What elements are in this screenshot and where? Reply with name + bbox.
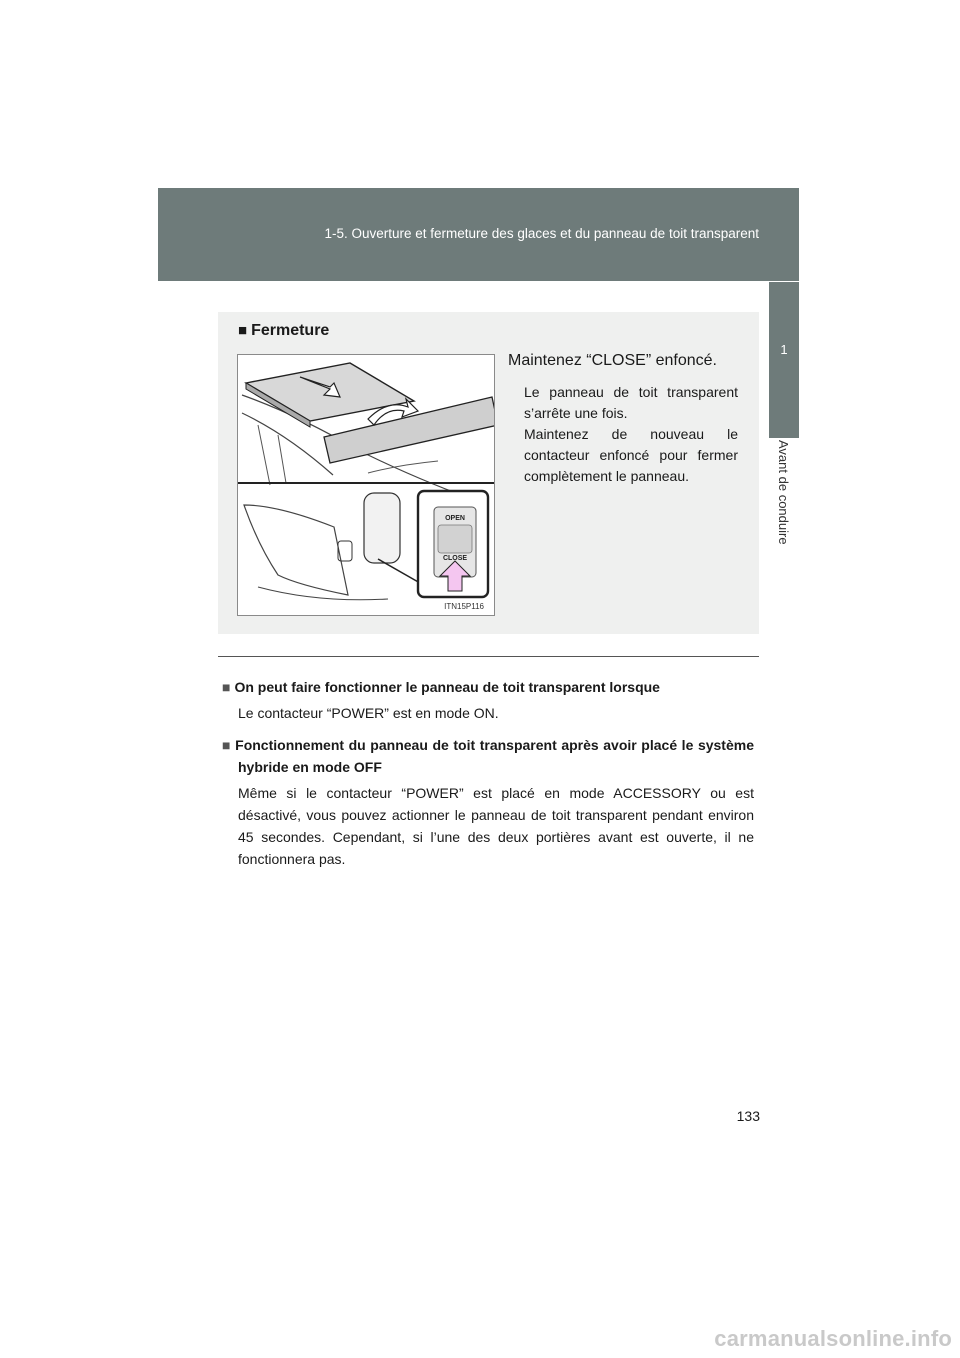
chapter-title: 1-5. Ouverture et fermeture des glaces et du panneau de toit transparent [324, 226, 759, 241]
detail-line: Le panneau de toit transparent s’arrête une fois. [524, 384, 738, 421]
notes-section [222, 676, 754, 880]
section-divider [218, 656, 759, 657]
roof-diagram-svg [238, 355, 494, 615]
switch-close-label: CLOSE [442, 555, 468, 562]
note-body: Même si le contacteur “POWER” est placé en mode ACCESSORY ou est désactivé, vous pouvez actionner le panneau de toit transparent pendant environ 45 secondes. Cependant, si l’une des deux portières avant est ouverte, il ne fonctionnera pas. [238, 785, 754, 867]
instruction-text: Maintenez “CLOSE” enfoncé. [508, 352, 717, 369]
roof-panel-illustration [237, 354, 495, 616]
chapter-side-tab [769, 282, 799, 438]
heading-text: Fermeture [251, 322, 330, 339]
note-title-text: Fonctionnement du panneau de toit transparent après avoir placé le système hybride en mode OFF [235, 737, 754, 775]
chapter-number: 1 [780, 342, 788, 357]
note-title-text: On peut faire fonctionner le panneau de toit transparent lorsque [234, 679, 660, 695]
chapter-header [158, 188, 799, 281]
note-marker: ■ [222, 679, 231, 695]
note-item [222, 676, 754, 724]
chapter-side-label [769, 440, 799, 580]
note-body: Le contacteur “POWER” est en mode ON. [238, 705, 499, 721]
switch-open-label: OPEN [445, 515, 465, 522]
note-marker: ■ [222, 737, 232, 753]
note-item [222, 734, 754, 870]
figure-code: ITN15P116 [444, 602, 484, 611]
note-title [222, 676, 754, 698]
panel-heading [238, 322, 329, 340]
detail-line: Maintenez de nouveau le contacteur enfoncé pour fermer complètement le panneau. [524, 426, 738, 484]
instruction-detail [524, 382, 738, 487]
heading-marker: ■ [238, 322, 248, 339]
closing-panel [218, 312, 759, 634]
chapter-label-text: Avant de conduire [776, 440, 791, 545]
watermark-text: carmanualsonline.info [714, 1326, 952, 1351]
page-number: 133 [736, 1108, 760, 1124]
note-title [222, 734, 754, 778]
